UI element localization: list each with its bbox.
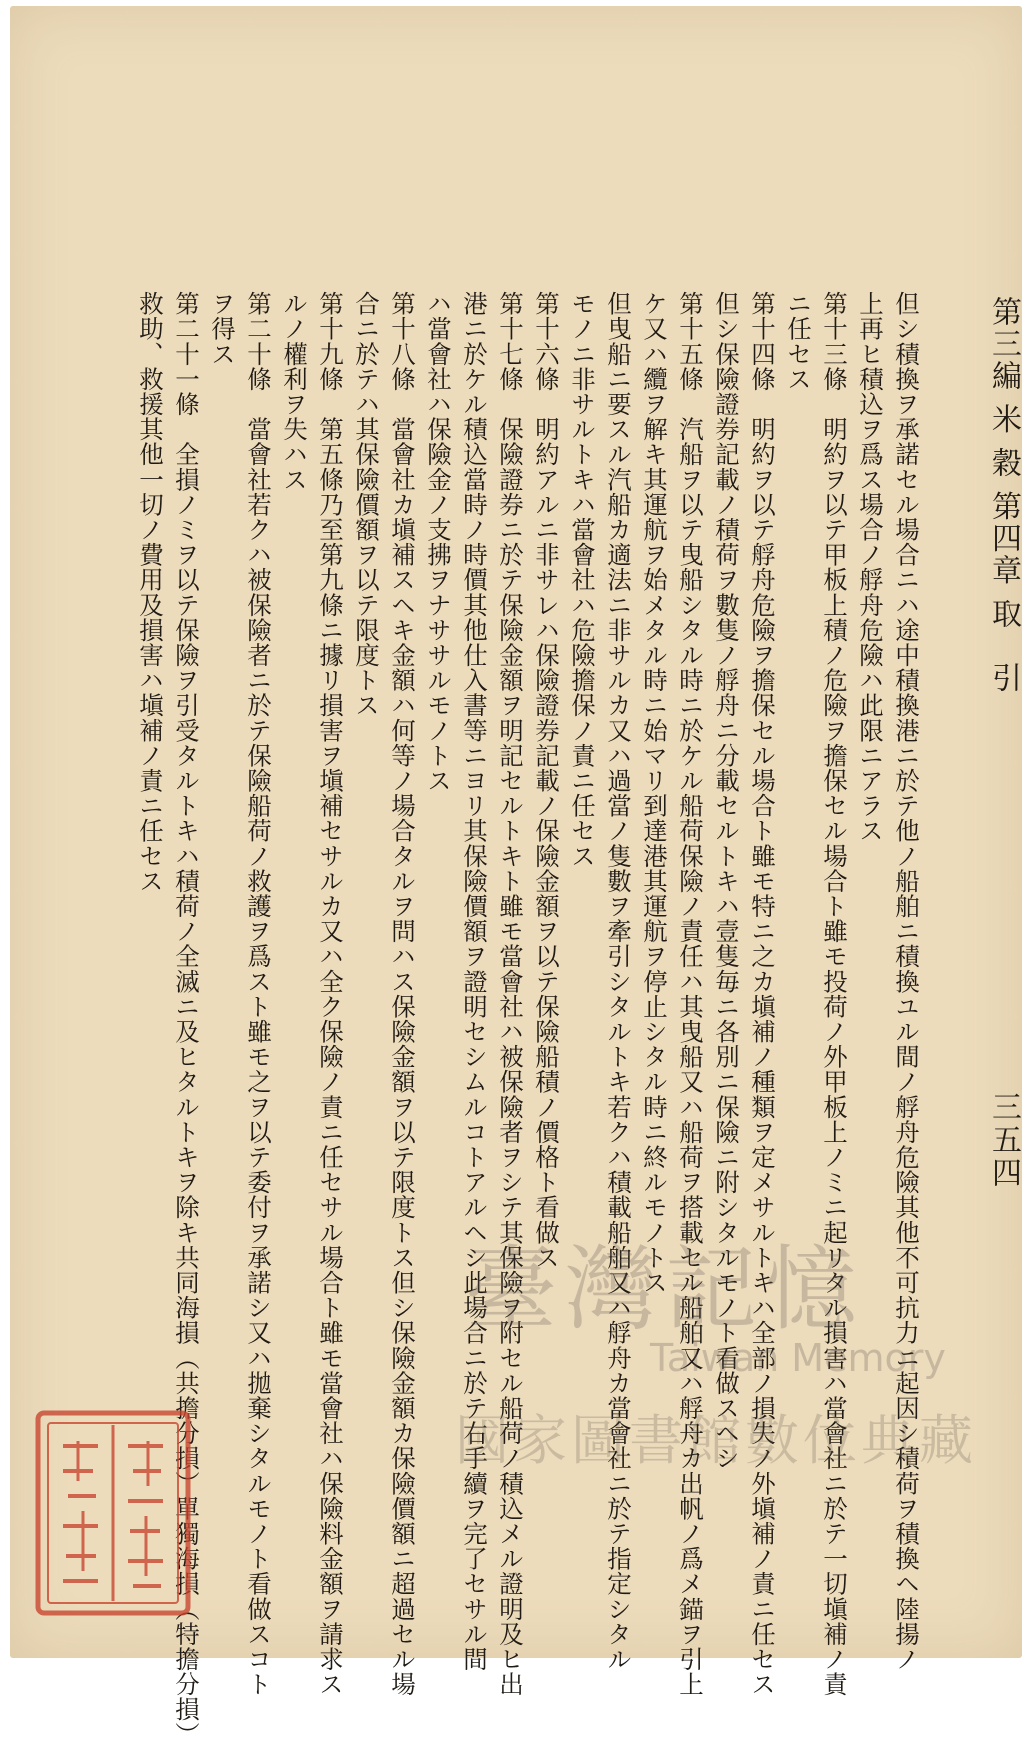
watermark-chinese: 臺灣記憶	[465, 1236, 866, 1343]
text-column: 港ニ於ケル積込當時ノ時價其他仕入書等ニヨリ其保險價額ヲ證明セシムルコトアルヘシ此場合ニ於テ右手續ヲ完了セサル間	[460, 291, 489, 1672]
text-column: ニ任セス	[784, 291, 813, 392]
watermark-english: Taiwan Memory	[650, 1336, 946, 1380]
text-column: 第十九條 第五條乃至第九條ニ據リ損害ヲ塡補セサルカ又ハ全ク保險ノ責ニ任セサル場合ト雖モ當會社ハ保險料金額ヲ請求ス	[316, 291, 345, 1697]
text-column: 但シ積換ヲ承諾セル場合ニハ途中積換港ニ於テ他ノ船舶ニ積換ユル間ノ艀舟危險其他不可抗力ニ起因シ積荷ヲ積換ヘ陸揚ノ	[892, 291, 921, 1672]
text-column: ルノ權利ヲ失ハス	[280, 291, 309, 492]
text-column: 第十七條 保險證券ニ於テ保險金額ヲ明記セルトキト雖モ當會社ハ被保險者ヲシテ其保險ヲ附セル船荷ノ積込メル證明及ヒ出	[496, 291, 525, 1697]
text-column: ヲ得ス	[208, 291, 237, 367]
text-column: 但シ保險證券記載ノ積荷ヲ數隻ノ艀舟ニ分載セルトキハ壹隻毎ニ各別ニ保險ニ附シタルモノト看做スヘシ	[712, 291, 741, 1471]
text-column: 第十六條 明約アルニ非サレハ保險證券記載ノ保險金額ヲ以テ保險船積ノ價格ト看做ス	[532, 291, 561, 1270]
watermark-library: 國家圖書館數位典藏	[455, 1409, 977, 1472]
text-column: 上再ヒ積込ヲ爲ス場合ノ艀舟危險ハ此限ニアラス	[856, 291, 885, 844]
document-page	[10, 6, 1022, 1747]
text-column: 第二十條 當會社若クハ被保險者ニ於テ保險船荷ノ救護ヲ爲スト雖モ之ヲ以テ委付ヲ承諾シ又ハ拋棄シタルモノト看做スコト	[244, 291, 273, 1697]
text-column: 第十三條 明約ヲ以テ甲板上積ノ危險ヲ擔保セル場合ト雖モ投荷ノ外甲板上ノミニ起リタル損害ハ當會社ニ於テ一切塡補ノ責	[820, 291, 849, 1697]
chapter-header: 第三編 米 穀 第四章 取 引	[986, 296, 1021, 695]
text-column: 但曳船ニ要スル汽船カ適法ニ非サルカ又ハ過當ノ隻數ヲ牽引シタルトキ若クハ積載船舶又ハ艀舟カ當會社ニ於テ指定シタル	[604, 291, 633, 1672]
text-column: 第十五條 汽船ヲ以テ曳船シタル時ニ於ケル船荷保險ノ責任ハ其曳船又ハ船荷ヲ搭載セル船舶又ハ艀舟カ出帆ノ爲メ錨ヲ引上	[676, 291, 705, 1697]
text-column: ハ當會社ハ保險金ノ支拂ヲナササルモノトス	[424, 291, 453, 793]
red-seal-stamp	[28, 1401, 198, 1626]
text-column: 合ニ於テハ其保險價額ヲ以テ限度トス	[352, 291, 381, 718]
text-column: モノニ非サルトキハ當會社ハ危險擔保ノ責ニ任セス	[568, 291, 597, 869]
text-column: 第二十一條 全損ノミヲ以テ保險ヲ引受タルトキハ積荷ノ全滅ニ及ヒタルトキヲ除キ共同海損（共擔分損）單獨海損（特擔分損）	[172, 291, 201, 1747]
text-column: 救助、救援其他一切ノ費用及損害ハ塡補ノ責ニ任セス	[136, 291, 165, 894]
text-column: ケ又ハ纜ヲ解キ其運航ヲ始メタル時ニ始マリ到達港其運航ヲ停止シタル時ニ終ルモノトス	[640, 291, 669, 1295]
text-column: 第十四條 明約ヲ以テ艀舟危險ヲ擔保セル場合ト雖モ特ニ之カ塡補ノ種類ヲ定メサルトキハ全部ノ損失ノ外塡補ノ責ニ任セス	[748, 291, 777, 1697]
text-column: 第十八條 當會社カ塡補スヘキ金額ハ何等ノ場合タルヲ問ハス保險金額ヲ以テ限度トス但シ保險金額カ保險價額ニ超過セル場	[388, 291, 417, 1697]
page-number: 三五四	[986, 1091, 1021, 1190]
